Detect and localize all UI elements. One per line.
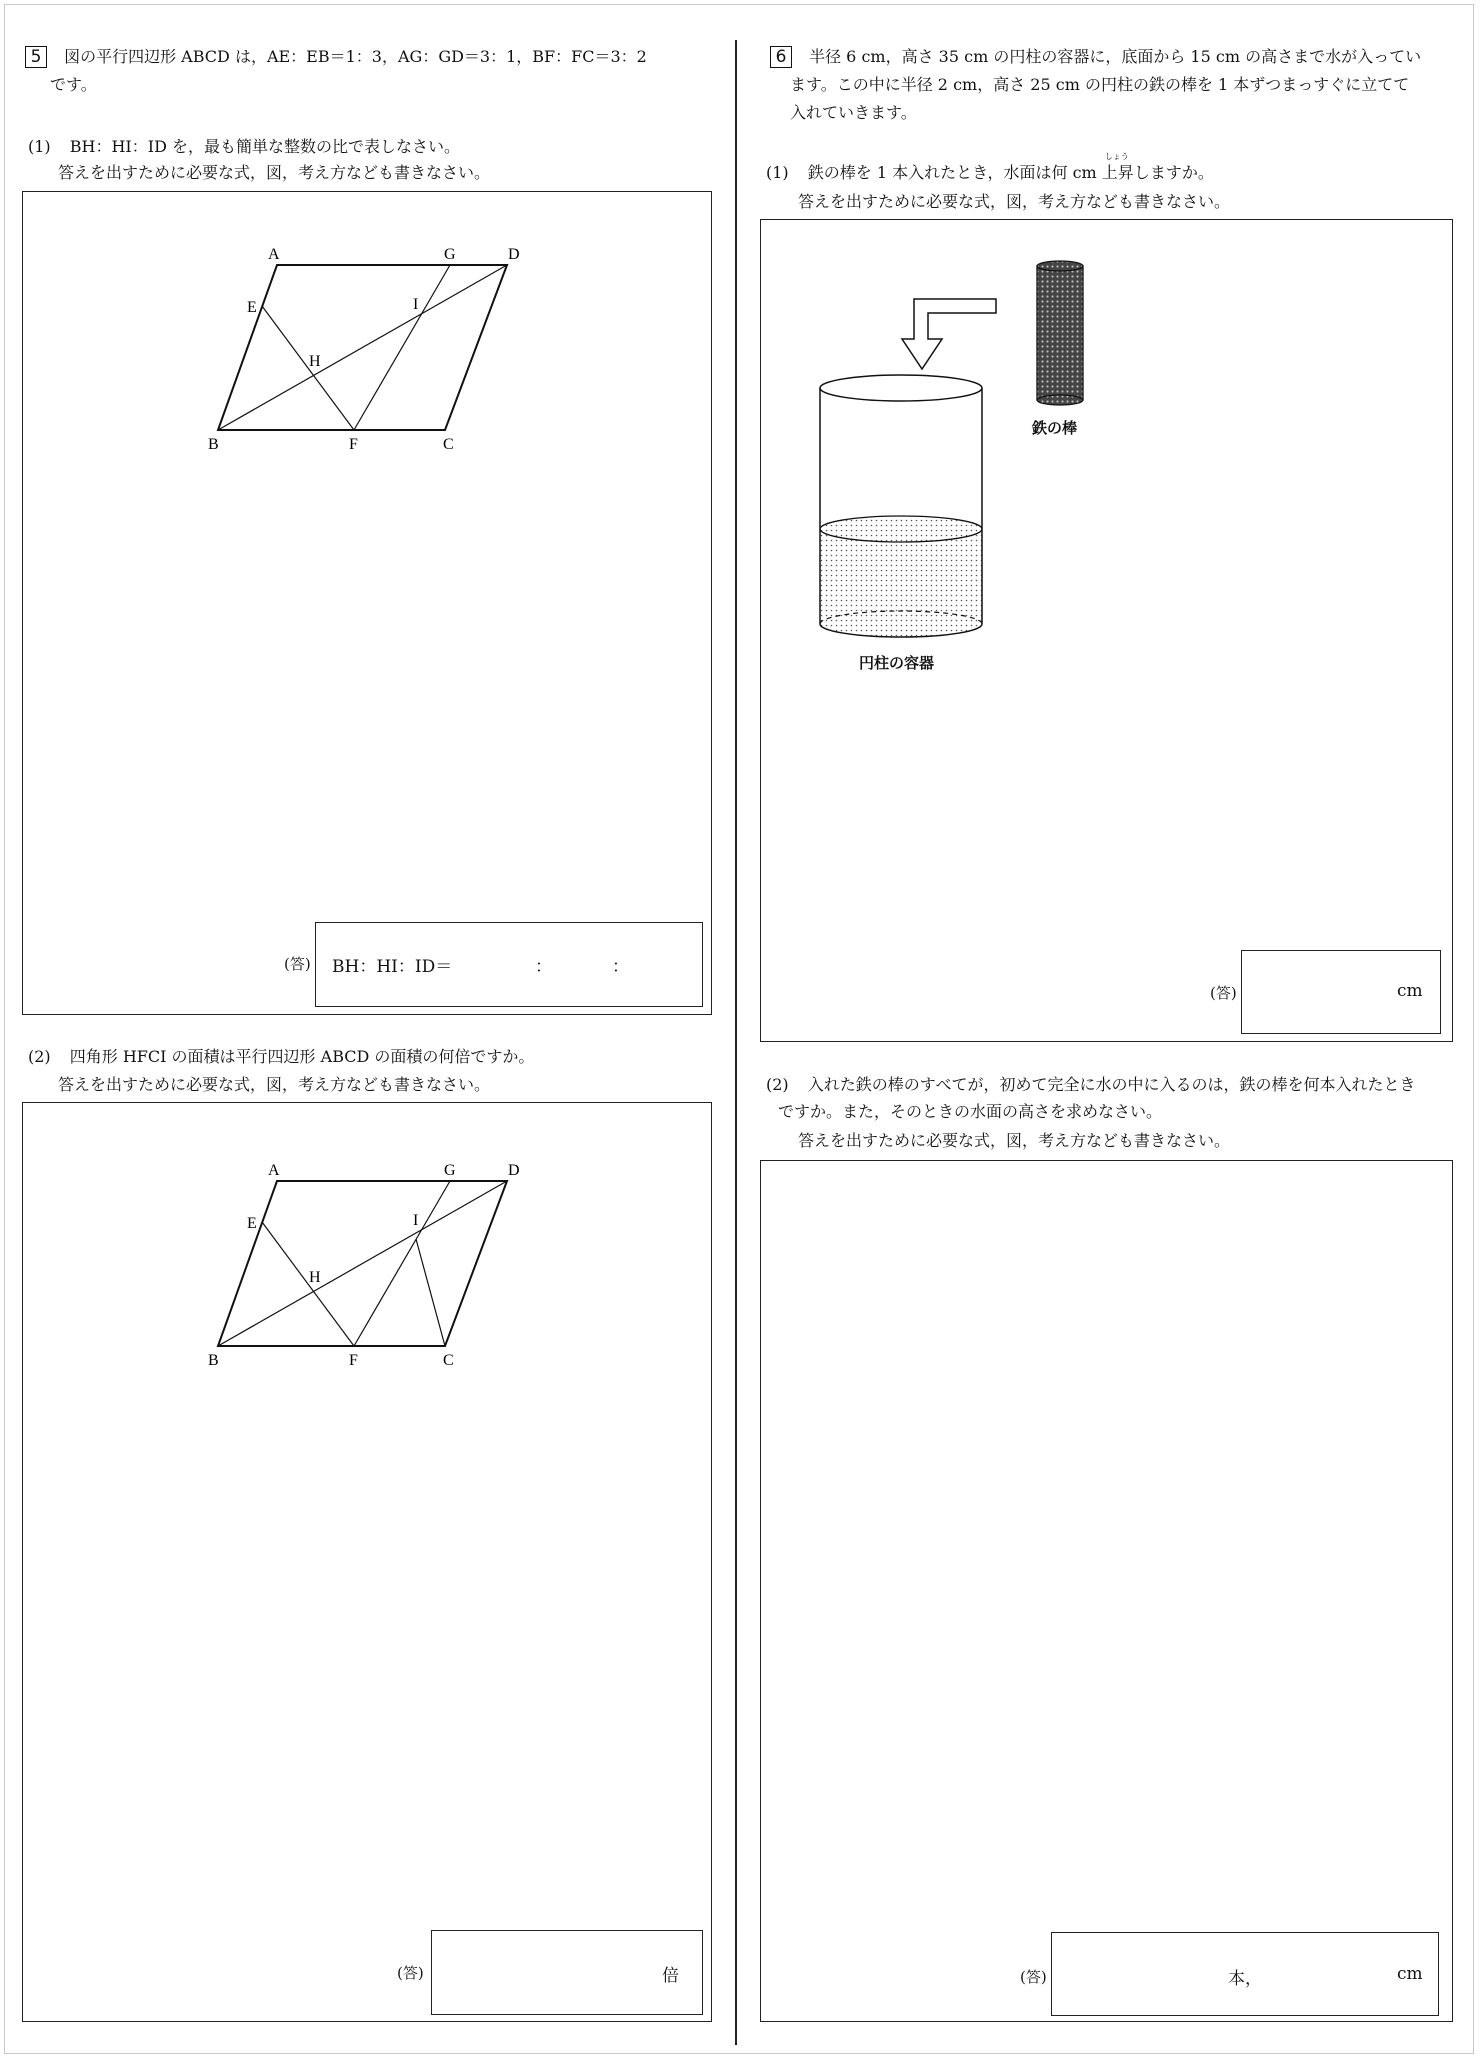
diagonal-bd	[218, 265, 507, 430]
q6-statement-line1	[770, 44, 1421, 70]
q5-p2-question: 四角形 HFCI の面積は平行四辺形 ABCD の面積の何倍ですか。	[69, 1047, 535, 1066]
q6-p2-label: (2)	[766, 1075, 789, 1094]
iron-rod-caption: 鉄の棒	[1032, 419, 1078, 437]
q5-p1-answer-sep1: ：	[535, 957, 552, 977]
q6-p2-answer-box[interactable]	[1051, 1932, 1439, 2016]
q5-p2-question-row	[28, 1044, 534, 1070]
q6-p1-question-kanji: 上昇	[1101, 163, 1134, 182]
q6-p1-ruby: しょう	[1104, 152, 1129, 161]
q6-p2-question-line2: ですか。また，そのときの水面の高さを求めなさい。	[778, 1102, 1163, 1121]
label-a-2: A	[268, 1162, 280, 1179]
q6-p2-answer-unit-count: 本，	[1228, 1969, 1262, 1989]
segment-ic	[416, 1239, 445, 1346]
segment-ef-2	[262, 1222, 354, 1346]
q5-p1-label: (1)	[28, 137, 51, 156]
q6-p1-question-a: 鉄の棒を 1 本入れたとき，水面は何 cm	[807, 163, 1102, 182]
label-e-2: E	[247, 1215, 257, 1232]
label-f-2: F	[349, 1352, 358, 1369]
label-g-2: G	[444, 1162, 456, 1179]
q6-statement-line2: ます。この中に半径 2 cm，高さ 25 cm の円柱の鉄の棒を 1 本ずつまっすぐに立てて	[790, 75, 1410, 94]
q5-p1-question-row	[28, 134, 460, 160]
q6-p2-question-row	[766, 1072, 1415, 1098]
q6-p1-answer-label: (答)	[1210, 984, 1237, 1002]
segment-gf-2	[354, 1181, 450, 1346]
q6-number: 6	[770, 46, 792, 68]
label-a: A	[268, 246, 280, 263]
label-b-2: B	[208, 1352, 219, 1369]
cylinder-container-illustration	[820, 375, 982, 637]
q5-p1-answer-label: (答)	[284, 955, 311, 973]
q6-p2-instruction: 答えを出すために必要な式，図，考え方なども書きなさい。	[798, 1131, 1231, 1150]
q6-p1-illustration	[760, 219, 1453, 679]
label-h-2: H	[309, 1269, 321, 1286]
q5-p2-parallelogram-diagram	[22, 1102, 712, 1372]
q5-p2-answer-unit: 倍	[662, 1966, 679, 1986]
down-arrow-icon	[902, 299, 996, 369]
q5-p1-instruction: 答えを出すために必要な式，図，考え方なども書きなさい。	[58, 163, 491, 182]
label-c-2: C	[443, 1352, 454, 1369]
water-surface	[820, 516, 982, 542]
q5-p1-answer-sep2: ：	[612, 957, 629, 977]
q5-p1-parallelogram-diagram	[22, 191, 712, 491]
q5-p2-instruction: 答えを出すために必要な式，図，考え方なども書きなさい。	[58, 1075, 491, 1094]
q6-statement-text: 半径 6 cm，高さ 35 cm の円柱の容器に，底面から 15 cm の高さまで水が入ってい	[809, 47, 1422, 66]
q5-statement-line1	[25, 44, 647, 70]
iron-rod-illustration	[1037, 261, 1083, 405]
water-body	[820, 529, 982, 637]
label-g: G	[444, 246, 456, 263]
q5-statement-text: 図の平行四辺形 ABCD は，AE：EB＝1：3，AG：GD＝3：1，BF：FC＝3：2	[64, 47, 647, 66]
container-caption: 円柱の容器	[859, 654, 935, 672]
q6-p2-question-line1: 入れた鉄の棒のすべてが，初めて完全に水の中に入るのは，鉄の棒を何本入れたとき	[807, 1075, 1416, 1094]
label-c: C	[443, 436, 454, 453]
q6-p1-instruction: 答えを出すために必要な式，図，考え方なども書きなさい。	[798, 192, 1231, 211]
q6-p1-question-kanji-wrap	[1101, 152, 1134, 186]
segment-gf	[354, 265, 450, 430]
q6-p1-answer-unit: cm	[1397, 981, 1423, 1001]
q5-p1-question: BH：HI：ID を，最も簡単な整数の比で表しなさい。	[69, 137, 460, 156]
label-d: D	[508, 246, 520, 263]
column-divider	[735, 40, 737, 2045]
q5-p1-answer-box[interactable]	[315, 922, 703, 1007]
q5-p2-answer-box[interactable]	[431, 1930, 703, 2015]
q6-p2-work-area[interactable]	[760, 1160, 1453, 2022]
label-f: F	[349, 436, 358, 453]
q5-p2-answer-label: (答)	[397, 1964, 424, 1982]
label-h: H	[309, 353, 321, 370]
q6-p2-answer-unit-cm: cm	[1397, 1964, 1423, 1984]
diagonal-bd-2	[218, 1181, 507, 1346]
q6-p2-answer-label: (答)	[1020, 1968, 1047, 1986]
q5-statement-line2: です。	[50, 75, 97, 94]
q5-p1-answer-prefix: BH：HI：ID＝	[332, 957, 453, 977]
q6-p1-question-b: しますか。	[1133, 163, 1214, 182]
q5-p2-label: (2)	[28, 1047, 51, 1066]
segment-ef	[262, 306, 354, 430]
label-i-2: I	[413, 1212, 419, 1229]
label-i: I	[413, 296, 419, 313]
q6-p1-question-row	[766, 152, 1214, 186]
label-d-2: D	[508, 1162, 520, 1179]
q5-number: 5	[25, 46, 47, 68]
q6-p1-answer-box[interactable]	[1241, 950, 1441, 1034]
q6-statement-line3: 入れていきます。	[790, 103, 917, 122]
label-e: E	[247, 299, 257, 316]
q6-p1-label: (1)	[766, 163, 789, 182]
label-b: B	[208, 436, 219, 453]
